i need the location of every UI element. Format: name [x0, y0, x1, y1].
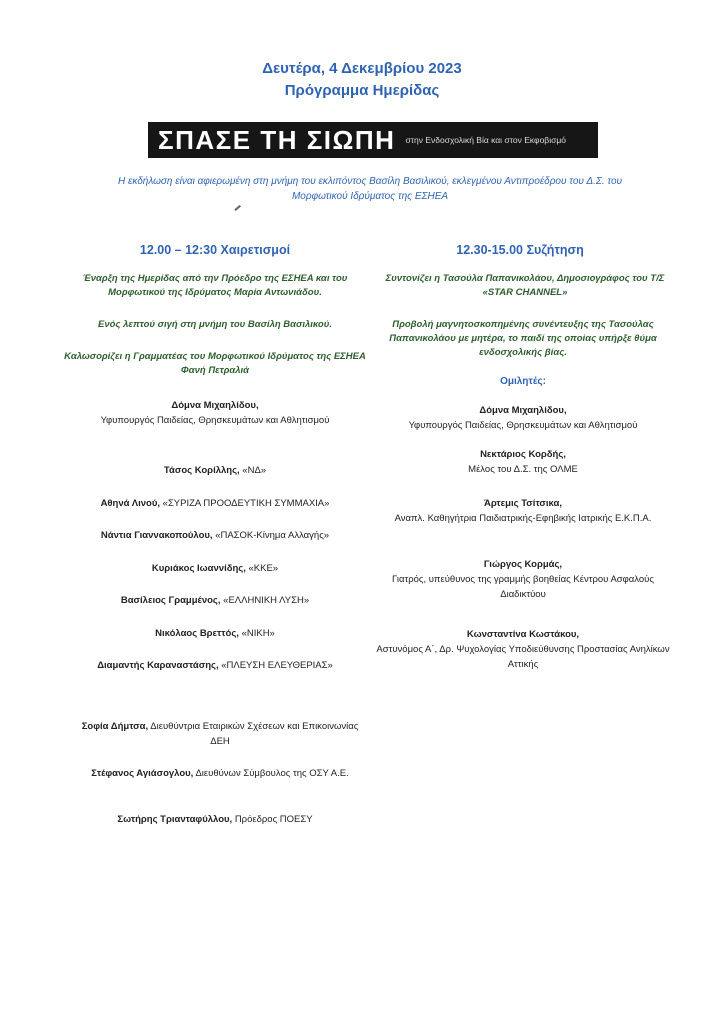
- speaker-name: Νεκτάριος Κορδής,: [480, 449, 566, 460]
- speaker-name: Σοφία Δήμτσα,: [81, 721, 149, 732]
- speaker-role: Πρόεδρος ΠΟΕΣΥ: [234, 814, 313, 825]
- speaker-name: Άρτεμις Τσίτσικα,: [483, 498, 563, 509]
- speaker-name: Κωνσταντίνα Κωστάκου,: [466, 629, 580, 640]
- speaker-entry: [55, 398, 375, 428]
- speaker-role: Υφυπουργός Παιδείας, Θρησκευμάτων και Αθλητισμού: [408, 420, 638, 431]
- speakers-label: Ομιλητές:: [500, 376, 546, 387]
- speaker-entry: [55, 812, 375, 827]
- speaker-name: Βασίλειος Γραμμένος,: [120, 595, 221, 606]
- speaker-name: Αθηνά Λινού,: [100, 498, 161, 509]
- banner-slogan: ΣΠΑΣΕ ΤΗ ΣΙΩΠΗ: [158, 124, 396, 155]
- speaker-entry: [75, 766, 365, 781]
- banner-subtitle: στην Ενδοσχολική Βία και στον Εκφοβισμό: [405, 135, 566, 145]
- program-title: Πρόγραμμα Ημερίδας: [284, 82, 440, 99]
- speaker-name: Σωτήρης Τριανταφύλλου,: [117, 814, 233, 825]
- speaker-name: Στέφανος Αγιάσογλου,: [91, 768, 194, 779]
- speaker-role: Γιατρός, υπεύθυνος της γραμμής βοηθείας Κέντρου Ασφαλούς Διαδικτύου: [392, 574, 654, 600]
- speaker-entry: [378, 496, 668, 526]
- speaker-entry: [55, 463, 375, 478]
- speaker-role: «ΠΛΕΥΣΗ ΕΛΕΥΘΕΡΙΑΣ»: [221, 660, 333, 671]
- speaker-entry: [55, 496, 375, 511]
- speaker-role: «ΚΚΕ»: [248, 563, 279, 574]
- speaker-name: Νικόλαος Βρεττός,: [155, 628, 239, 639]
- dedication-text: Η εκδήλωση είναι αφιερωμένη στη μνήμη του εκλιπόντος Βασίλη Βασιλικού, εκλεγμένου Αντιπροέδρου του Δ.Σ. του Μορφωτικού Ιδρύματος της ΕΣΗΕΑ: [117, 176, 623, 202]
- moderator-item: Συντονίζει η Τασούλα Παπανικολάου, Δημοσιογράφος του Τ/Σ «STAR CHANNEL»: [385, 273, 665, 298]
- speaker-name: Δόμνα Μιχαηλίδου,: [171, 400, 259, 411]
- speaker-role: Διευθύνων Σύμβουλος της ΟΣΥ Α.Ε.: [195, 768, 349, 779]
- speaker-entry: [368, 403, 678, 433]
- speaker-entry: [55, 593, 375, 608]
- speaker-entry: [55, 528, 375, 543]
- speaker-role: Διευθύντρια Εταιρικών Σχέσεων και Επικοινωνίας ΔΕΗ: [150, 721, 359, 747]
- speaker-role: Αναπλ. Καθηγήτρια Παιδιατρικής-Εφηβικής Ιατρικής Ε.Κ.Π.Α.: [394, 513, 652, 524]
- speaker-name: Γιώργος Κορμάς,: [483, 559, 563, 570]
- minute-silence-item: Ενός λεπτού σιγή στη μνήμη του Βασίλη Βασιλικού.: [98, 319, 332, 330]
- speaker-entry: [55, 658, 375, 673]
- speaker-role: «ΝΔ»: [242, 465, 267, 476]
- speaker-entry: [75, 719, 365, 749]
- speaker-name: Νάντια Γιαννακοπούλου,: [100, 530, 213, 541]
- speaker-entry: [55, 561, 375, 576]
- speaker-name: Τάσος Κορίλλης,: [163, 465, 240, 476]
- video-interview-item: Προβολή μαγνητοσκοπημένης συνέντευξης της Τασούλας Παπανικολάου με μητέρα, το παιδί της οποίας υπήρξε θύμα ενδοσχολικής βίας.: [389, 319, 657, 358]
- campaign-banner: [148, 122, 598, 158]
- speaker-role: «ΝΙΚΗ»: [241, 628, 275, 639]
- event-date: Δευτέρα, 4 Δεκεμβρίου 2023: [262, 60, 462, 77]
- speaker-entry: [55, 626, 375, 641]
- speaker-role: «ΠΑΣΟΚ-Κίνημα Αλλαγής»: [215, 530, 330, 541]
- speaker-role: Μέλος του Δ.Σ. της ΟΛΜΕ: [468, 464, 578, 475]
- speaker-entry: [368, 447, 678, 477]
- speaker-role: Αστυνόμος Α΄, Δρ. Ψυχολογίας Υποδιεύθυνσης Προστασίας Ανηλίκων Αττικής: [376, 644, 670, 670]
- speaker-name: Κυριάκος Ιωαννίδης,: [151, 563, 246, 574]
- speaker-entry: [368, 627, 678, 672]
- stray-mark: [234, 205, 240, 211]
- speaker-role: Υφυπουργός Παιδείας, Θρησκευμάτων και Αθλητισμού: [100, 415, 330, 426]
- speaker-name: Δόμνα Μιχαηλίδου,: [479, 405, 567, 416]
- speaker-role: «ΕΛΛΗΝΙΚΗ ΛΥΣΗ»: [223, 595, 310, 606]
- greetings-heading: 12.00 – 12:30 Χαιρετισμοί: [139, 243, 291, 257]
- welcome-item: Καλωσορίζει η Γραμματέας του Μορφωτικού Ιδρύματος της ΕΣΗΕΑ Φανή Πετραλιά: [64, 351, 366, 376]
- speaker-name: Διαμαντής Καραναστάσης,: [97, 660, 219, 671]
- discussion-heading: 12.30-15.00 Συζήτηση: [456, 243, 584, 257]
- speaker-role: «ΣΥΡΙΖΑ ΠΡΟΟΔΕΥΤΙΚΗ ΣΥΜΜΑΧΙΑ»: [162, 498, 330, 509]
- opening-item: Έναρξη της Ημερίδας από την Πρόεδρο της ΕΣΗΕΑ και του Μορφωτικού της Ιδρύματος Μαρία Αντωνιάδου.: [82, 273, 348, 298]
- speaker-entry: [383, 557, 663, 602]
